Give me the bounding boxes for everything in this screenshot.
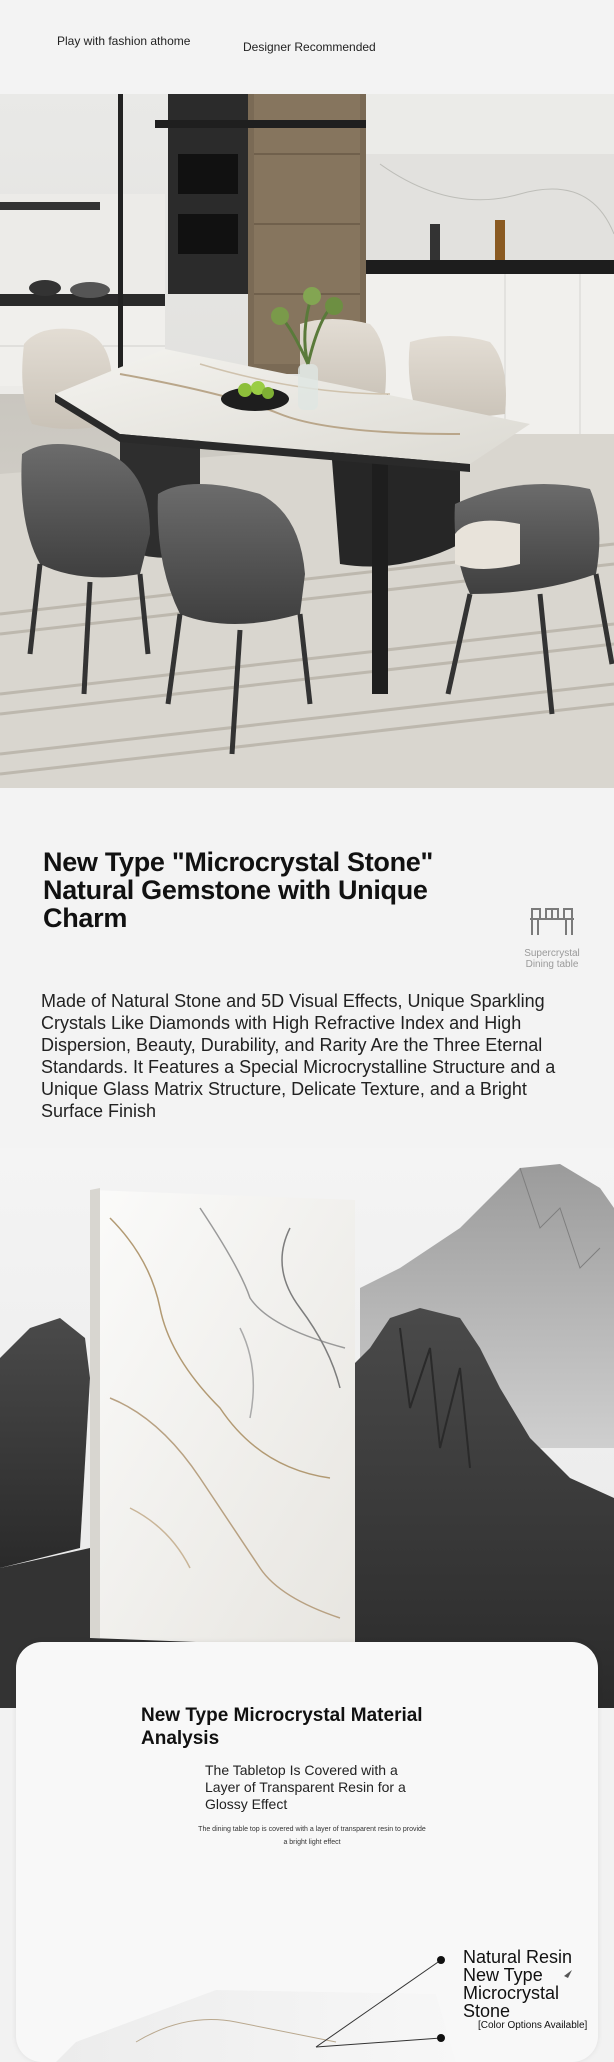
analysis-title: New Type Microcrystal Material Analysis [141,1705,423,1749]
icon-caption: Supercrystal Dining table [524,948,580,970]
color-options-note: [Color Options Available] [478,2020,588,2031]
dining-table-icon [528,905,576,942]
tagline: Play with fashion athome [57,34,191,48]
analysis-subtitle: The Tabletop Is Covered with a Layer of Transparent Resin for a Glossy Effect [205,1762,406,1812]
hero-dining-room-image [0,94,614,788]
feature-title: New Type "Microcrystal Stone" Natural Gemstone with Unique Charm [43,847,434,933]
feature-description: Made of Natural Stone and 5D Visual Effects, Unique Sparkling Crystals Like Diamonds with High Refractive Index and High Dispersion, Beauty, Durability, and Rarity Are the Three Eternal Standards. It Features a Special Microcrystalline Structure and a Unique Glass Matrix Structure, Delicate Texture, and a Bright Surface Finish [41,991,556,1121]
material-callout: Natural Resin New Type Microcrystal Stone [463,1947,573,2021]
designer-recommended: Designer Recommended [243,40,376,54]
marble-mountain-image [0,1148,614,1708]
analysis-small-text: The dining table top is covered with a layer of transparent resin to provide a bright light effect [198,1826,426,1846]
